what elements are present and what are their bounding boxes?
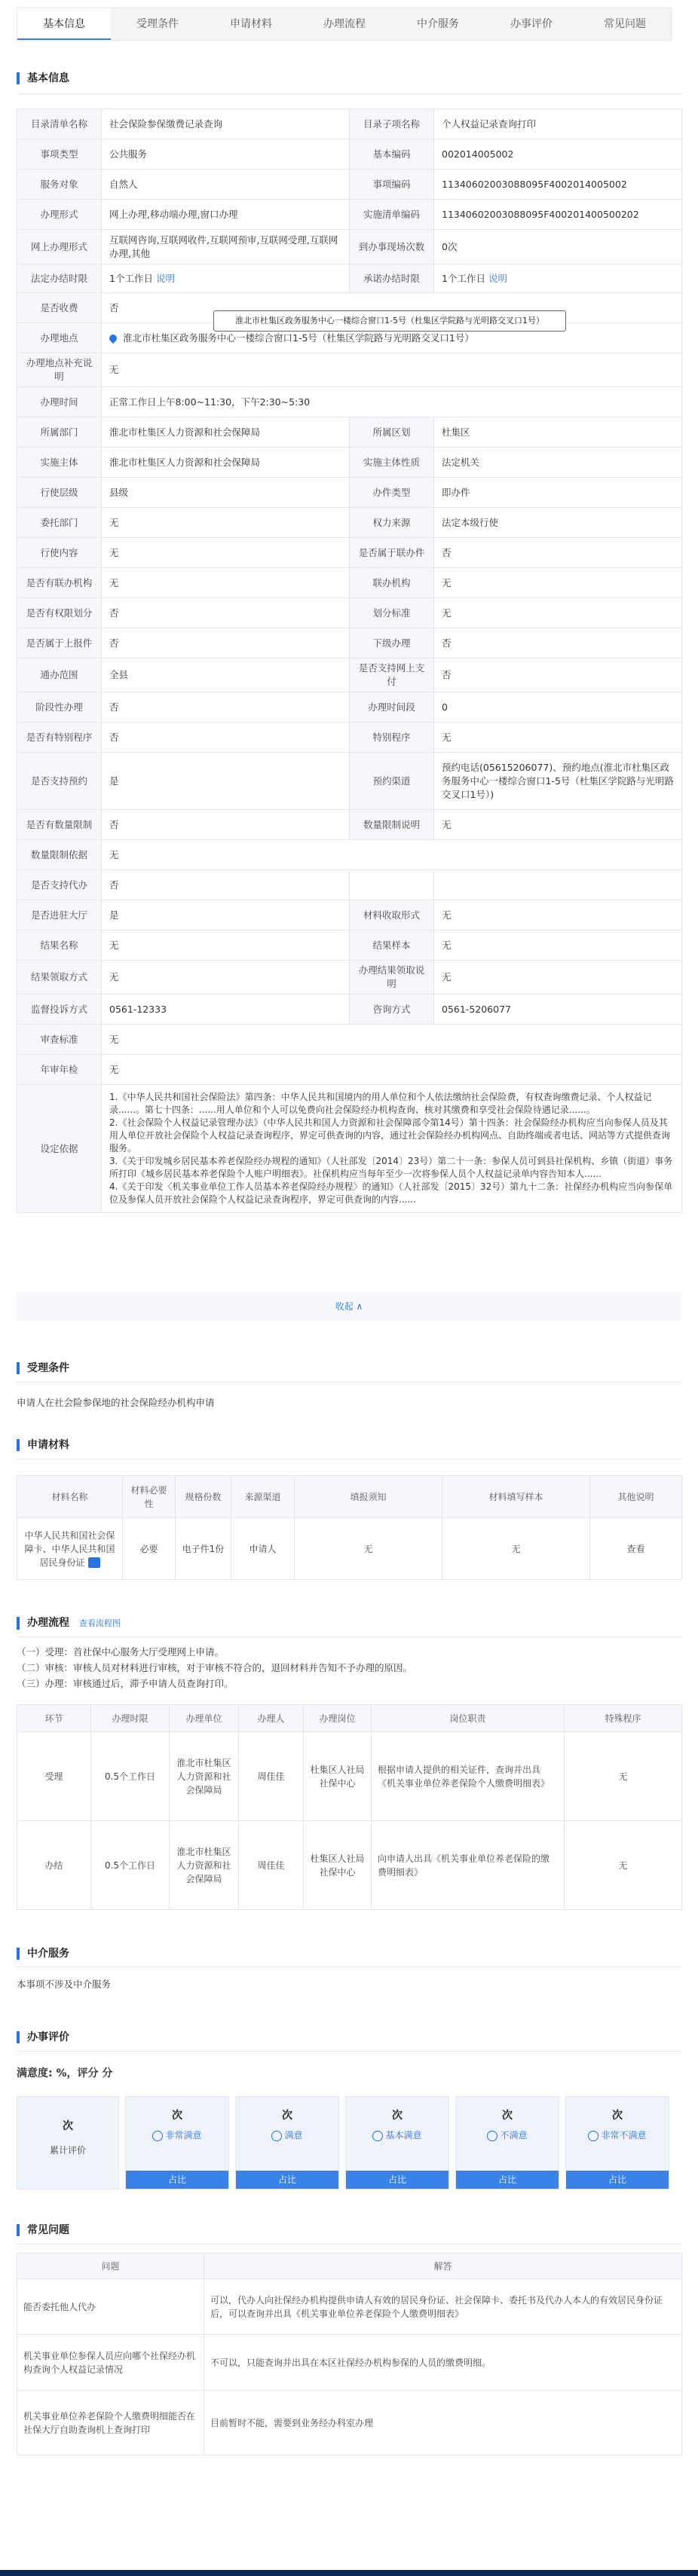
flow-steps [17,1644,412,1691]
field-value: 网上办理,移动端办理,窗口办理 [102,200,350,230]
faq-question: 机关事业单位参保人员应向哪个社保经办机构查询个人权益记录情况 [17,2335,204,2391]
review-value: 无 [102,1025,682,1055]
basis-item: 1.《中华人民共和国社会保险法》第四条：中华人民共和国境内的用人单位和个人依法缴纳社会保险费，有权查询缴费记录、个人权益记录......。第七十四条：......用人单位和个人可以免费向社会保险经办机构查询、核对其缴费和享受社会保险待遇记录......。 [109,1092,652,1115]
kv-row [17,139,682,170]
supp-label: 办理地点补充说明 [17,353,102,387]
materials-header: 材料填写样本 [442,1476,590,1518]
eval-label: 非常不满意 [566,2128,669,2141]
field-value: 无 [434,810,682,840]
table-row [17,2391,682,2455]
section-title-basic: 基本信息 [17,72,69,84]
field-value: 法定本级行使 [434,508,682,538]
tab-basic-info[interactable]: 基本信息 [17,8,111,40]
flow-header: 岗位职责 [372,1705,565,1732]
flow-cell: 0.5个工作日 [91,1821,170,1910]
field-value: 11340602003088095F4002014005002 [434,170,682,200]
field-label: 办理形式 [17,200,102,230]
fee-value: 否 [102,293,682,323]
tab-intermediary[interactable]: 中介服务 [417,18,459,30]
flow-cell: 0.5个工作日 [91,1732,170,1821]
flow-cell: 办结 [17,1821,91,1910]
kv-row [17,230,682,264]
field-value: 无 [434,568,682,598]
flow-header: 办理人 [239,1705,304,1732]
field-value: 否 [102,723,350,753]
conditions-text: 申请人在社会险参保地的社会保险经办机构申请 [17,1397,215,1408]
kv-row [17,478,682,508]
flow-table [17,1704,682,1910]
flow-header: 办理岗位 [304,1705,372,1732]
material-cell: 必要 [123,1518,176,1580]
satisfaction-summary: 满意度: %，评分 分 [17,2067,113,2079]
field-value: 个人权益记录查询打印 [434,109,682,139]
booking-value: 是 [102,753,350,810]
flow-header: 办理时限 [91,1705,170,1732]
field-label: 是否属于上报件 [17,628,102,659]
tab-evaluation[interactable]: 办事评价 [510,18,553,30]
material-cell: 无 [442,1518,590,1580]
eval-total-card [17,2096,119,2189]
material-name: 中华人民共和国社会保障卡、中华人民共和国居民身份证 [17,1518,123,1580]
flow-cell: 杜集区人社局社保中心 [304,1732,372,1821]
field-label: 结果领取方式 [17,961,102,995]
flow-cell: 向申请人出具《机关事业单位养老保险的缴费明细表》 [372,1821,565,1910]
annual-value: 无 [102,1055,682,1085]
eval-label: 基本满意 [346,2128,448,2141]
table-row [17,2335,682,2391]
flow-cell: 根据申请人提供的相关证件，查询并出具《机关事业单位养老保险个人缴费明细表》 [372,1732,565,1821]
eval-card-basic[interactable] [345,2096,449,2189]
field-value: 11340602003088095F400201400500202 [434,200,682,230]
location-tooltip: 淮北市杜集区政务服务中心一楼综合窗口1-5号（杜集区学院路与光明路交叉口1号） [213,310,566,332]
flow-cell: 无 [565,1821,682,1910]
table-row [17,1518,682,1580]
review-label: 审查标准 [17,1025,102,1055]
field-label: 材料收取形式 [350,900,434,930]
table-row [17,1821,682,1910]
field-label: 委托部门 [17,508,102,538]
kv-row [17,961,682,995]
field-label: 事项编码 [350,170,434,200]
field-value: 县级 [102,478,350,508]
eval-label: 非常满意 [126,2128,228,2141]
field-value: 即办件 [434,478,682,508]
eval-ratio-bar: 占比 [236,2171,338,2189]
flow-diagram-link[interactable]: 查看流程图 [78,1618,121,1628]
flow-header: 办理单位 [170,1705,239,1732]
location-pin-icon [108,333,118,344]
faq-table [17,2253,682,2455]
explain-link-2[interactable]: 说明 [488,272,507,284]
materials-header: 来源渠道 [231,1476,295,1518]
field-label: 实施主体 [17,448,102,478]
basis-item: 4.《关于印发〈机关事业单位工作人员基本养老保险经办规程〉的通知》（人社部发〔2015〕32号）第九十二条：社保经办机构应当向参保单位及参保人员开放社会保险个人权益记录查询程序，界定可供查询的内容...... [109,1181,673,1205]
field-label: 咨询方式 [350,995,434,1025]
field-value: 无 [102,508,350,538]
annual-label: 年审年检 [17,1055,102,1085]
agent-label: 是否支持代办 [17,870,102,900]
kv-row [17,930,682,961]
location-label: 办理地点 [17,323,102,353]
field-label: 办件类型 [350,478,434,508]
field-label: 通办范围 [17,659,102,692]
flow-step: （三）办理：审核通过后，滞予申请人员查询打印。 [17,1678,234,1689]
field-label: 基本编码 [350,139,434,170]
field-value: 是 [102,900,350,930]
field-value: 淮北市杜集区人力资源和社会保障局 [102,417,350,448]
tab-bar [17,8,672,41]
field-value: 否 [434,538,682,568]
flow-cell: 杜集区人社局社保中心 [304,1821,372,1910]
kv-row [17,598,682,628]
eval-label: 满意 [236,2128,338,2141]
eval-count: 次 [63,2120,73,2132]
field-label: 结果名称 [17,930,102,961]
field-value: 否 [434,628,682,659]
eval-ratio-bar: 占比 [566,2171,669,2189]
collapse-button[interactable]: 收起 ∧ [17,1292,681,1321]
faq-header: 解答 [204,2254,682,2279]
field-value: 无 [102,568,350,598]
eval-count: 次 [502,2110,513,2122]
table-row [17,2279,682,2335]
eval-count: 次 [392,2110,403,2122]
field-label: 目录子项名称 [350,109,434,139]
field-label: 是否有特别程序 [17,723,102,753]
section-title-materials: 申请材料 [17,1439,69,1451]
field-value: 0次 [434,230,682,264]
divider [17,2051,681,2052]
field-value: 无 [102,930,350,961]
kv-row [17,723,682,753]
field-label: 阶段性办理 [17,692,102,723]
field-label: 目录清单名称 [17,109,102,139]
section-title-faq: 常见问题 [17,2224,69,2236]
flow-step: （一）受理：首社保中心服务大厅受理网上申请。 [17,1646,225,1658]
field-value: 无 [434,598,682,628]
kv-row [17,995,682,1025]
divider [17,93,681,94]
legal-limit-label: 法定办结时限 [17,264,102,293]
field-value: 社会保险参保缴费记录查询 [102,109,350,139]
eval-ratio-bar: 占比 [346,2171,448,2189]
location-value[interactable]: 淮北市杜集区政务服务中心一楼综合窗口1-5号（杜集区学院路与光明路交叉口1号） [102,323,682,353]
field-value: 自然人 [102,170,350,200]
basis-item: 2.《社会保险个人权益记录管理办法》（中华人民共和国人力资源和社会保障部令第14号）第十四条：社会保险经办机构应当向参保人员及其用人单位开放社会保险个人权益记录查询程序，界定可供查询的内容，通过社会保险经办机构网点、自助终端或者电话、网站等方式提供查询服务。 [109,1117,671,1154]
kv-row [17,900,682,930]
eval-count: 次 [282,2110,292,2122]
field-label: 行使层级 [17,478,102,508]
field-value: 无 [434,930,682,961]
section-title-conditions: 受理条件 [17,1362,69,1374]
eval-label: 累计评价 [49,2145,86,2156]
field-label: 行使内容 [17,538,102,568]
booking-label: 是否支持预约 [17,753,102,810]
kv-row [17,200,682,230]
field-value: 无 [102,538,350,568]
tab-flow[interactable]: 办理流程 [323,18,366,30]
document-icon[interactable] [88,1557,100,1568]
eval-ratio-bar: 占比 [126,2171,228,2189]
eval-card-satisfied[interactable] [235,2096,339,2189]
materials-header: 材料必要性 [123,1476,176,1518]
flow-cell: 周佳佳 [239,1821,304,1910]
field-value: 无 [102,961,350,995]
kv-row [17,810,682,840]
kv-row [17,170,682,200]
materials-header: 填报须知 [295,1476,442,1518]
flow-cell: 受理 [17,1732,91,1821]
field-value: 无 [434,723,682,753]
field-label: 联办机构 [350,568,434,598]
field-value: 否 [102,598,350,628]
field-label: 是否有联办机构 [17,568,102,598]
kv-row [17,659,682,692]
frown-icon [588,2131,599,2141]
divider [17,1636,681,1637]
flow-header: 特殊程序 [565,1705,682,1732]
faq-answer: 不可以，只能查询并出具在本区社保经办机构参保的人员的缴费明细。 [204,2335,682,2391]
field-value: 否 [102,628,350,659]
field-label: 办理时间段 [350,692,434,723]
kv-row [17,109,682,139]
tab-conditions[interactable]: 受理条件 [136,18,179,30]
eval-count: 次 [612,2110,623,2122]
field-value: 0 [434,692,682,723]
field-value: 法定机关 [434,448,682,478]
field-value: 公共服务 [102,139,350,170]
intermediary-text: 本事项不涉及中介服务 [17,1979,112,1990]
tab-materials[interactable]: 申请材料 [230,18,272,30]
faq-question: 机关事业单位养老保险个人缴费明细能否在社保大厅自助查询机上查询打印 [17,2391,204,2455]
field-label: 结果样本 [350,930,434,961]
eval-card-very-unsatisfied[interactable] [565,2096,669,2189]
section-title-evaluation: 办事评价 [17,2031,69,2043]
neutral-face-icon [372,2131,383,2141]
kv-row [17,508,682,538]
promise-limit-value: 1个工作日 说明 [434,264,682,293]
tab-faq[interactable]: 常见问题 [604,18,646,30]
field-label: 所属区划 [350,417,434,448]
basis-label: 设定依据 [17,1085,102,1213]
explain-link[interactable]: 说明 [155,272,175,284]
basic-info-table [17,108,682,1213]
fee-label: 是否收费 [17,293,102,323]
kv-row [17,692,682,723]
eval-ratio-bar: 占比 [456,2171,559,2189]
eval-count: 次 [172,2110,182,2122]
field-label: 是否属于联办件 [350,538,434,568]
materials-header: 材料名称 [17,1476,123,1518]
kv-row [17,568,682,598]
material-cell: 申请人 [231,1518,295,1580]
booking-channel-value: 预约电话(05615206077)、预约地点(淮北市杜集区政务服务中心一楼综合窗口1-5号（杜集区学院路与光明路交叉口1号）) [434,753,682,810]
kv-row [17,628,682,659]
footer-bar [0,2570,698,2576]
field-label: 特别程序 [350,723,434,753]
material-cell: 无 [295,1518,442,1580]
flow-step: （二）审核：审核人员对材料进行审核，对于审核不符合的，退回材料并告知不予办理的原因。 [17,1662,413,1673]
flow-cell: 淮北市杜集区人力资源和社会保障局 [170,1821,239,1910]
field-value: 互联网咨询,互联网收件,互联网预审,互联网受理,互联网办理,其他 [102,230,350,264]
field-value: 0561-5206077 [434,995,682,1025]
field-value: 0561-12333 [102,995,350,1025]
field-label: 下级办理 [350,628,434,659]
field-value: 否 [102,692,350,723]
field-value: 无 [434,961,682,995]
field-label: 划分标准 [350,598,434,628]
time-value: 正常工作日上午8:00~11:30，下午2:30~5:30 [102,387,682,417]
material-cell: 电子件1份 [176,1518,231,1580]
field-label: 实施主体性质 [350,448,434,478]
basis-item: 3.《关于印发城乡居民基本养老保险经办规程的通知》（人社部发〔2014〕23号）第二十一条：参保人员可到县社保机构、乡镇（街道）事务所打印《城乡居民基本养老保险个人账户明细表》。社保机构应当每年至少一次将参保人员个人权益记录单内容告知本人...... [109,1156,673,1179]
section-title-flow: 办理流程 查看流程图 [17,1617,121,1630]
field-value: 杜集区 [434,417,682,448]
field-label: 监督投诉方式 [17,995,102,1025]
promise-limit-label: 承诺办结时限 [350,264,434,293]
eval-label: 不满意 [456,2128,559,2141]
field-label: 是否有权限划分 [17,598,102,628]
field-label: 是否进驻大厅 [17,900,102,930]
faq-answer: 目前暂时不能，需要到业务经办科室办理 [204,2391,682,2455]
field-label: 是否支持网上支付 [350,659,434,692]
limit-basis-label: 数量限制依据 [17,840,102,870]
field-label: 到办事现场次数 [350,230,434,264]
field-value: 无 [434,900,682,930]
table-row [17,1732,682,1821]
frown-icon [487,2131,497,2141]
faq-answer: 可以，代办人向社保经办机构提供申请人有效的居民身份证、社会保障卡、委托书及代办人本人的有效居民身份证后，可以查询并出具《机关事业单位养老保险个人缴费明细表》 [204,2279,682,2335]
field-label: 实施清单编码 [350,200,434,230]
field-label: 办理结果领取说明 [350,961,434,995]
kv-row [17,448,682,478]
limit-basis-value: 无 [102,840,682,870]
eval-card-very-satisfied[interactable] [125,2096,229,2189]
divider [17,1966,681,1967]
flow-cell: 周佳佳 [239,1732,304,1821]
field-value: 否 [434,659,682,692]
materials-table [17,1475,682,1580]
booking-channel-label: 预约渠道 [350,753,434,810]
field-label: 所属部门 [17,417,102,448]
field-value: 002014005002 [434,139,682,170]
field-label: 服务对象 [17,170,102,200]
kv-row [17,417,682,448]
field-label: 权力来源 [350,508,434,538]
legal-limit-value: 1个工作日 说明 [102,264,350,293]
flow-header: 环节 [17,1705,91,1732]
smile-icon [271,2131,282,2141]
flow-cell: 淮北市杜集区人力资源和社会保障局 [170,1732,239,1821]
supp-value: 无 [102,353,682,387]
field-label: 事项类型 [17,139,102,170]
materials-header: 规格份数 [176,1476,231,1518]
field-label: 数量限制说明 [350,810,434,840]
faq-question: 能否委托他人代办 [17,2279,204,2335]
faq-header: 问题 [17,2254,204,2279]
divider [17,1382,681,1383]
field-label: 网上办理形式 [17,230,102,264]
kv-row [17,538,682,568]
basis-value [102,1085,682,1213]
view-link[interactable]: 查看 [590,1518,682,1580]
section-title-intermediary: 中介服务 [17,1948,69,1960]
field-value: 否 [102,810,350,840]
time-label: 办理时间 [17,387,102,417]
field-label: 是否有数量限制 [17,810,102,840]
field-value: 全县 [102,659,350,692]
agent-value: 否 [102,870,350,900]
smile-icon [152,2131,163,2141]
field-value: 淮北市杜集区人力资源和社会保障局 [102,448,350,478]
flow-cell: 无 [565,1732,682,1821]
materials-header: 其他说明 [590,1476,682,1518]
eval-card-unsatisfied[interactable] [455,2096,559,2189]
